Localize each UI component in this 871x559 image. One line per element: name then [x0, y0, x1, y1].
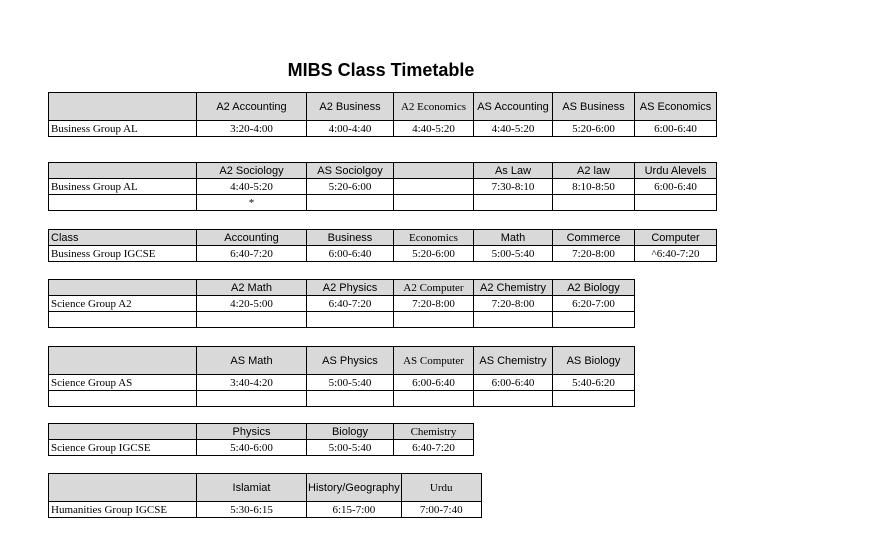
- time-cell: 3:40-4:20: [197, 375, 307, 391]
- column-header: Economics: [394, 230, 474, 246]
- column-header: A2 Biology: [553, 280, 635, 296]
- time-cell: [474, 391, 553, 407]
- time-cell: 4:20-5:00: [197, 296, 307, 312]
- table-row: [49, 195, 717, 211]
- row-label: Science Group AS: [49, 375, 197, 391]
- time-cell: 3:20-4:00: [197, 121, 307, 137]
- time-cell: [307, 312, 394, 328]
- time-cell: [394, 391, 474, 407]
- time-cell: [394, 195, 474, 211]
- header-row: [49, 93, 717, 121]
- table-row: [49, 121, 717, 137]
- time-cell: [197, 312, 307, 328]
- time-cell: [474, 195, 553, 211]
- header-label: [49, 163, 197, 179]
- timetable-humanities-igcse: [48, 473, 482, 518]
- row-label: Business Group AL: [49, 121, 197, 137]
- column-header: AS Math: [197, 347, 307, 375]
- column-header: A2 Economics: [394, 93, 474, 121]
- row-label: Business Group AL: [49, 179, 197, 195]
- column-header: [394, 163, 474, 179]
- time-cell: 5:00-5:40: [307, 440, 394, 456]
- column-header: AS Computer: [394, 347, 474, 375]
- column-header: AS Biology: [553, 347, 635, 375]
- column-header: A2 Computer: [394, 280, 474, 296]
- time-cell: 6:00-6:40: [394, 375, 474, 391]
- row-label: [49, 195, 197, 211]
- table-row: [49, 502, 482, 518]
- row-label: Humanities Group IGCSE: [49, 502, 197, 518]
- header-label: Class: [49, 230, 197, 246]
- table-row: [49, 375, 635, 391]
- time-cell: 7:20-8:00: [474, 296, 553, 312]
- column-header: AS Business: [553, 93, 635, 121]
- time-cell: [307, 391, 394, 407]
- timetable-business-igcse: [48, 229, 717, 262]
- time-cell: 6:15-7:00: [307, 502, 402, 518]
- table-row: [49, 391, 635, 407]
- time-cell: 5:00-5:40: [307, 375, 394, 391]
- row-label: Business Group IGCSE: [49, 246, 197, 262]
- time-cell: [635, 195, 717, 211]
- time-cell: 4:40-5:20: [197, 179, 307, 195]
- column-header: AS Physics: [307, 347, 394, 375]
- table-row: [49, 246, 717, 262]
- header-label: [49, 347, 197, 375]
- timetable-science-as: [48, 346, 635, 407]
- column-header: A2 law: [553, 163, 635, 179]
- time-cell: 6:00-6:40: [474, 375, 553, 391]
- time-cell: 6:00-6:40: [635, 121, 717, 137]
- column-header: A2 Physics: [307, 280, 394, 296]
- header-row: [49, 230, 717, 246]
- time-cell: 5:20-6:00: [307, 179, 394, 195]
- row-label: Science Group A2: [49, 296, 197, 312]
- timetable-science-igcse: [48, 423, 474, 456]
- page-title: MIBS Class Timetable: [287, 60, 475, 80]
- time-cell: [394, 179, 474, 195]
- time-cell: 5:40-6:00: [197, 440, 307, 456]
- time-cell: 5:20-6:00: [553, 121, 635, 137]
- column-header: A2 Chemistry: [474, 280, 553, 296]
- table-row: [49, 440, 474, 456]
- column-header: Math: [474, 230, 553, 246]
- time-cell: 7:00-7:40: [401, 502, 481, 518]
- header-row: [49, 280, 635, 296]
- column-header: Biology: [307, 424, 394, 440]
- column-header: A2 Business: [307, 93, 394, 121]
- time-cell: 5:30-6:15: [197, 502, 307, 518]
- time-cell: 6:40-7:20: [197, 246, 307, 262]
- column-header: Chemistry: [394, 424, 474, 440]
- header-row: [49, 474, 482, 502]
- table-row: [49, 179, 717, 195]
- header-row: [49, 163, 717, 179]
- header-label: [49, 280, 197, 296]
- column-header: Accounting: [197, 230, 307, 246]
- timetable-business-al-2: [48, 162, 717, 211]
- timetable-science-a2: [48, 279, 635, 328]
- time-cell: 5:00-5:40: [474, 246, 553, 262]
- time-cell: 6:00-6:40: [635, 179, 717, 195]
- header-label: [49, 474, 197, 502]
- time-cell: [553, 312, 635, 328]
- header-row: [49, 424, 474, 440]
- time-cell: [307, 195, 394, 211]
- header-row: [49, 347, 635, 375]
- column-header: As Law: [474, 163, 553, 179]
- column-header: Computer: [635, 230, 717, 246]
- time-cell: 4:40-5:20: [474, 121, 553, 137]
- column-header: A2 Math: [197, 280, 307, 296]
- header-label: [49, 93, 197, 121]
- time-cell: [197, 391, 307, 407]
- row-label: [49, 312, 197, 328]
- table-row: [49, 296, 635, 312]
- column-header: A2 Sociology: [197, 163, 307, 179]
- time-cell: *: [197, 195, 307, 211]
- time-cell: 6:40-7:20: [307, 296, 394, 312]
- time-cell: 7:20-8:00: [394, 296, 474, 312]
- column-header: A2 Accounting: [197, 93, 307, 121]
- time-cell: [553, 195, 635, 211]
- column-header: AS Sociolgoy: [307, 163, 394, 179]
- time-cell: 6:40-7:20: [394, 440, 474, 456]
- column-header: Islamiat: [197, 474, 307, 502]
- column-header: AS Economics: [635, 93, 717, 121]
- time-cell: [394, 312, 474, 328]
- timetable-business-al: [48, 92, 717, 137]
- time-cell: 6:00-6:40: [307, 246, 394, 262]
- time-cell: 4:00-4:40: [307, 121, 394, 137]
- time-cell: 4:40-5:20: [394, 121, 474, 137]
- column-header: Business: [307, 230, 394, 246]
- row-label: Science Group IGCSE: [49, 440, 197, 456]
- time-cell: [553, 391, 635, 407]
- time-cell: 6:20-7:00: [553, 296, 635, 312]
- table-row: [49, 312, 635, 328]
- header-label: [49, 424, 197, 440]
- time-cell: 7:20-8:00: [553, 246, 635, 262]
- time-cell: 5:40-6:20: [553, 375, 635, 391]
- time-cell: 5:20-6:00: [394, 246, 474, 262]
- row-label: [49, 391, 197, 407]
- time-cell: [474, 312, 553, 328]
- column-header: Physics: [197, 424, 307, 440]
- column-header: AS Chemistry: [474, 347, 553, 375]
- time-cell: 7:30-8:10: [474, 179, 553, 195]
- time-cell: ^6:40-7:20: [635, 246, 717, 262]
- column-header: History/Geography: [307, 474, 402, 502]
- time-cell: 8:10-8:50: [553, 179, 635, 195]
- column-header: Urdu Alevels: [635, 163, 717, 179]
- column-header: AS Accounting: [474, 93, 553, 121]
- column-header: Commerce: [553, 230, 635, 246]
- column-header: Urdu: [401, 474, 481, 502]
